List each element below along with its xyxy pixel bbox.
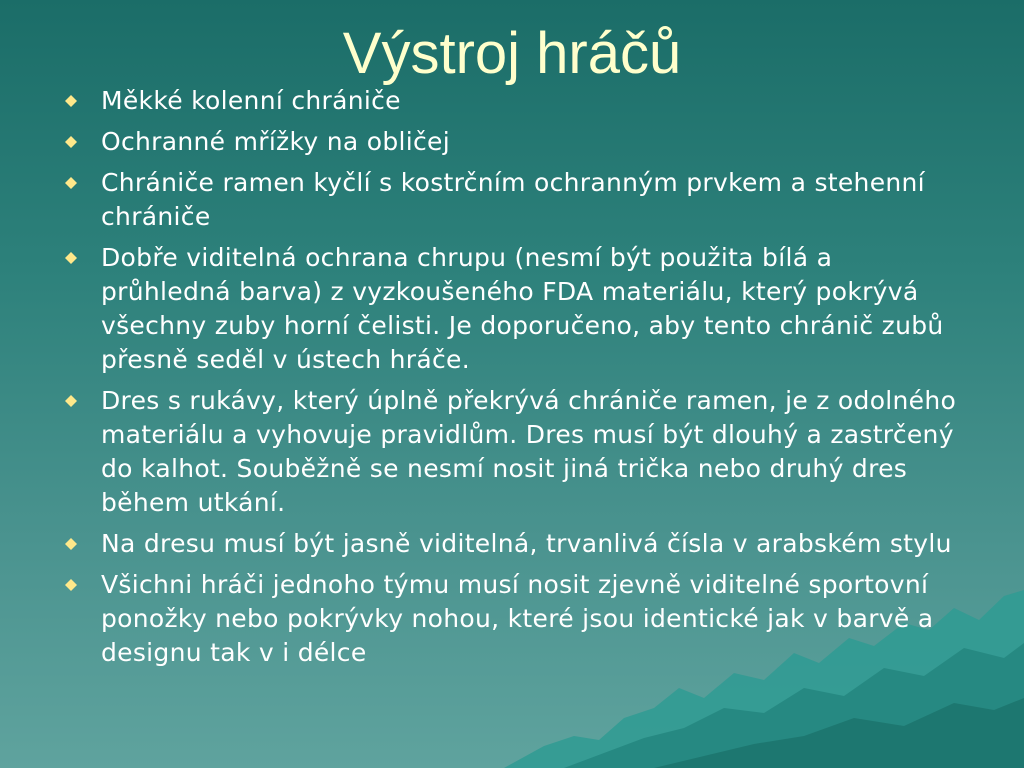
bullet-text: Dobře viditelná ochrana chrupu (nesmí být použita bílá a průhledná barva) z vyzkoušeného FDA materiálu, který pokrývá všechny zuby horní čelisti. Je doporučeno, aby tento chránič zubů přesně seděl v ústech hráče. (101, 243, 944, 374)
list-item (58, 84, 958, 118)
bullet-text: Všichni hráči jednoho týmu musí nosit zjevně viditelné sportovní ponožky nebo pokrývky nohou, které jsou identické jak v barvě a designu tak v i délce (101, 570, 934, 667)
diamond-icon (65, 579, 77, 591)
list-item (58, 568, 958, 670)
list-item (58, 384, 958, 520)
diamond-icon (65, 177, 77, 189)
list-item (58, 166, 958, 234)
bullet-text: Ochranné mřížky na obličej (101, 127, 450, 156)
diamond-icon (65, 538, 77, 550)
bullet-text: Dres s rukávy, který úplně překrývá chrániče ramen, je z odolného materiálu a vyhovuje pravidlům. Dres musí být dlouhý a zastrčený do kalhot. Souběžně se nesmí nosit jiná trička nebo druhý dres během utkání. (101, 386, 957, 517)
diamond-icon (65, 95, 77, 107)
diamond-icon (65, 136, 77, 148)
bullet-text: Chrániče ramen kyčlí s kostrčním ochranným prvkem a stehenní chrániče (101, 168, 925, 231)
bullet-list (58, 84, 958, 677)
slide-title: Výstroj hráčů (342, 21, 682, 86)
diamond-icon (65, 252, 77, 264)
list-item (58, 527, 958, 561)
list-item (58, 241, 958, 377)
bullet-text: Měkké kolenní chrániče (101, 86, 401, 115)
bullet-text: Na dresu musí být jasně viditelná, trvanlivá čísla v arabském stylu (101, 529, 952, 558)
diamond-icon (65, 395, 77, 407)
list-item (58, 125, 958, 159)
